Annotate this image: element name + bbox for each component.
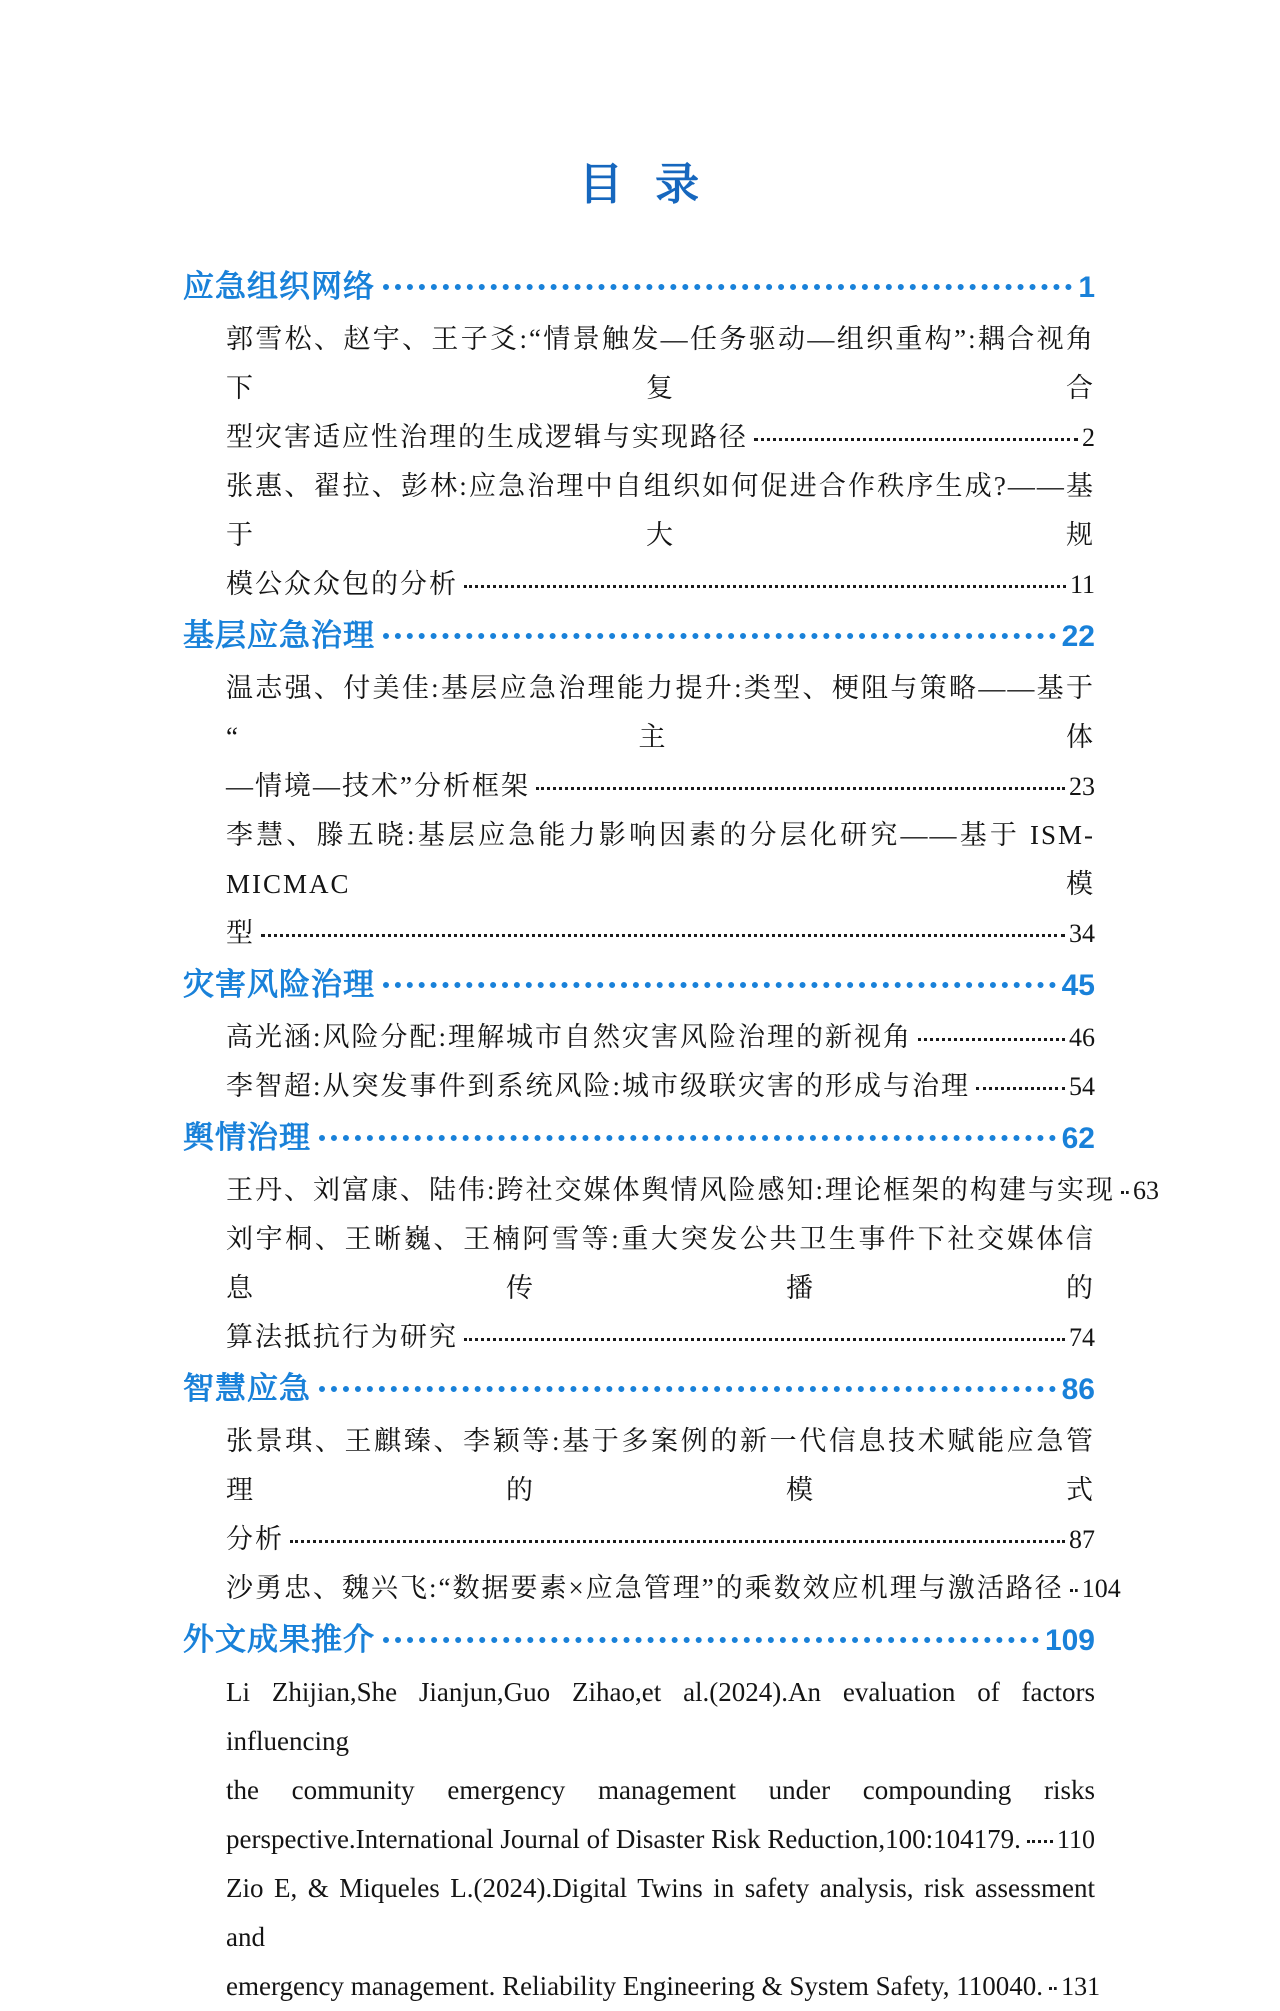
dot-leader xyxy=(319,1386,1056,1392)
entry-page-number: 54 xyxy=(1069,1072,1095,1101)
entry-last-line xyxy=(226,1564,1121,1613)
entry-page-number: 46 xyxy=(1069,1023,1095,1052)
section-title: 舆情治理 xyxy=(183,1120,311,1155)
entry-text: 沙勇忠、魏兴飞:“数据要素×应急管理”的乘数效应机理与激活路径 xyxy=(226,1573,1064,1603)
toc-section xyxy=(183,1362,1121,1613)
entry-page-number: 34 xyxy=(1069,919,1095,948)
entry-page-number: 131 xyxy=(1061,1972,1101,2001)
entry-text: emergency management. Reliability Engineering & System Safety, 110040. xyxy=(226,1971,1044,2001)
entry-text: 分析 xyxy=(226,1524,284,1554)
toc-entry[interactable] xyxy=(183,1062,1095,1111)
toc-entry[interactable] xyxy=(183,1564,1121,1613)
section-entries xyxy=(183,1166,1160,1362)
entry-line: 李慧、滕五晓:基层应急能力影响因素的分层化研究——基于 ISM-MICMAC 模 xyxy=(226,820,1095,899)
entry-last-line xyxy=(226,560,1095,609)
toc-section-row[interactable] xyxy=(183,609,1095,664)
dot-leader xyxy=(976,1087,1065,1090)
dot-leader xyxy=(319,1135,1056,1141)
toc-section-row[interactable] xyxy=(183,958,1095,1013)
entry-page-number: 87 xyxy=(1069,1525,1095,1554)
entry-last-line xyxy=(226,1515,1095,1564)
entry-page-number: 74 xyxy=(1069,1323,1095,1352)
entry-text: 型灾害适应性治理的生成逻辑与实现路径 xyxy=(226,422,748,452)
dot-leader xyxy=(383,284,1072,290)
toc-section xyxy=(183,260,1095,609)
dot-leader xyxy=(754,438,1078,441)
section-entries xyxy=(183,1417,1121,1613)
toc-entry[interactable] xyxy=(183,664,1095,811)
entry-last-line xyxy=(226,1815,1095,1864)
toc-entry[interactable] xyxy=(183,462,1095,609)
section-page-number: 1 xyxy=(1078,271,1095,304)
dot-leader xyxy=(464,1338,1065,1341)
dot-leader xyxy=(1027,1840,1053,1843)
dot-leader xyxy=(464,585,1066,588)
entry-last-line xyxy=(226,1962,1101,2011)
toc-entry[interactable] xyxy=(183,1864,1101,2011)
entry-line: Zio E, & Miqueles L.(2024).Digital Twins in safety analysis, risk assessment and xyxy=(226,1873,1095,1952)
toc-section xyxy=(183,1111,1160,1362)
section-entries xyxy=(183,1668,1101,2011)
entry-line: the community emergency management under compounding risks xyxy=(226,1775,1095,1805)
entry-page-number: 104 xyxy=(1081,1574,1121,1603)
entry-last-line xyxy=(226,1313,1095,1362)
toc-entry[interactable] xyxy=(183,1166,1160,1215)
dot-leader xyxy=(383,1637,1039,1643)
toc-entry[interactable] xyxy=(183,1013,1095,1062)
entry-text: 李智超:从突发事件到系统风险:城市级联灾害的形成与治理 xyxy=(226,1071,971,1101)
toc-entry[interactable] xyxy=(183,1417,1095,1564)
toc-section xyxy=(183,609,1095,958)
section-title: 智慧应急 xyxy=(183,1371,311,1406)
entry-last-line xyxy=(226,909,1095,958)
dot-leader xyxy=(918,1038,1065,1041)
section-title: 外文成果推介 xyxy=(183,1622,375,1657)
toc-section-row[interactable] xyxy=(183,1613,1095,1668)
dot-leader xyxy=(383,633,1056,639)
dot-leader xyxy=(1121,1191,1129,1194)
section-page-number: 109 xyxy=(1044,1624,1095,1657)
toc-entry[interactable] xyxy=(183,315,1095,462)
toc-entry[interactable] xyxy=(183,1215,1095,1362)
toc-section xyxy=(183,1613,1101,2011)
entry-line: 郭雪松、赵宇、王子爻:“情景触发—任务驱动—组织重构”:耦合视角下复合 xyxy=(226,324,1095,403)
dot-leader xyxy=(1049,1987,1057,1990)
entry-page-number: 2 xyxy=(1082,423,1095,452)
entry-last-line xyxy=(226,1166,1160,1215)
section-entries xyxy=(183,664,1095,958)
entry-text: perspective.International Journal of Disaster Risk Reduction,100:104179. xyxy=(226,1824,1021,1854)
section-page-number: 62 xyxy=(1061,1122,1095,1155)
entry-text: —情境—技术”分析框架 xyxy=(226,771,530,801)
dot-leader xyxy=(261,934,1065,937)
toc-section-row[interactable] xyxy=(183,1362,1095,1417)
section-title: 应急组织网络 xyxy=(183,269,375,304)
section-page-number: 22 xyxy=(1061,620,1095,653)
page-title: 目 录 xyxy=(578,160,700,209)
toc-section xyxy=(183,958,1095,1111)
entry-line: Li Zhijian,She Jianjun,Guo Zihao,et al.(2024).An evaluation of factors influencing xyxy=(226,1677,1095,1756)
dot-leader xyxy=(536,787,1065,790)
entry-line: 张惠、翟拉、彭林:应急治理中自组织如何促进合作秩序生成?——基于大规 xyxy=(226,471,1095,550)
entry-last-line xyxy=(226,1062,1095,1111)
section-entries xyxy=(183,1013,1095,1111)
toc-section-row[interactable] xyxy=(183,1111,1095,1166)
entry-line: 温志强、付美佳:基层应急治理能力提升:类型、梗阻与策略——基于“主体 xyxy=(226,673,1095,752)
entry-line: 刘宇桐、王晰巍、王楠阿雪等:重大突发公共卫生事件下社交媒体信息传播的 xyxy=(226,1224,1095,1303)
entry-page-number: 63 xyxy=(1133,1176,1160,1205)
toc-entry[interactable] xyxy=(183,811,1095,958)
section-entries xyxy=(183,315,1095,609)
section-title: 基层应急治理 xyxy=(183,618,375,653)
entry-last-line xyxy=(226,413,1095,462)
toc-section-row[interactable] xyxy=(183,260,1095,315)
entry-text: 高光涵:风险分配:理解城市自然灾害风险治理的新视角 xyxy=(226,1022,913,1052)
section-page-number: 45 xyxy=(1061,969,1095,1002)
dot-leader xyxy=(1070,1589,1078,1592)
entry-page-number: 23 xyxy=(1069,772,1095,801)
dot-leader xyxy=(290,1540,1065,1543)
entry-last-line xyxy=(226,762,1095,811)
entry-text: 模公众众包的分析 xyxy=(226,569,458,599)
section-page-number: 86 xyxy=(1061,1373,1095,1406)
entry-text: 王丹、刘富康、陆伟:跨社交媒体舆情风险感知:理论框架的构建与实现 xyxy=(226,1175,1116,1205)
section-title: 灾害风险治理 xyxy=(183,967,375,1002)
entry-text: 型 xyxy=(226,918,255,948)
toc-entry[interactable] xyxy=(183,1668,1095,1864)
entry-page-number: 11 xyxy=(1069,570,1095,599)
entry-page-number: 110 xyxy=(1056,1825,1095,1854)
entry-last-line xyxy=(226,1013,1095,1062)
toc xyxy=(183,260,1160,2011)
dot-leader xyxy=(383,982,1056,988)
entry-text: 算法抵抗行为研究 xyxy=(226,1322,458,1352)
entry-line: 张景琪、王麒臻、李颖等:基于多案例的新一代信息技术赋能应急管理的模式 xyxy=(226,1426,1095,1505)
